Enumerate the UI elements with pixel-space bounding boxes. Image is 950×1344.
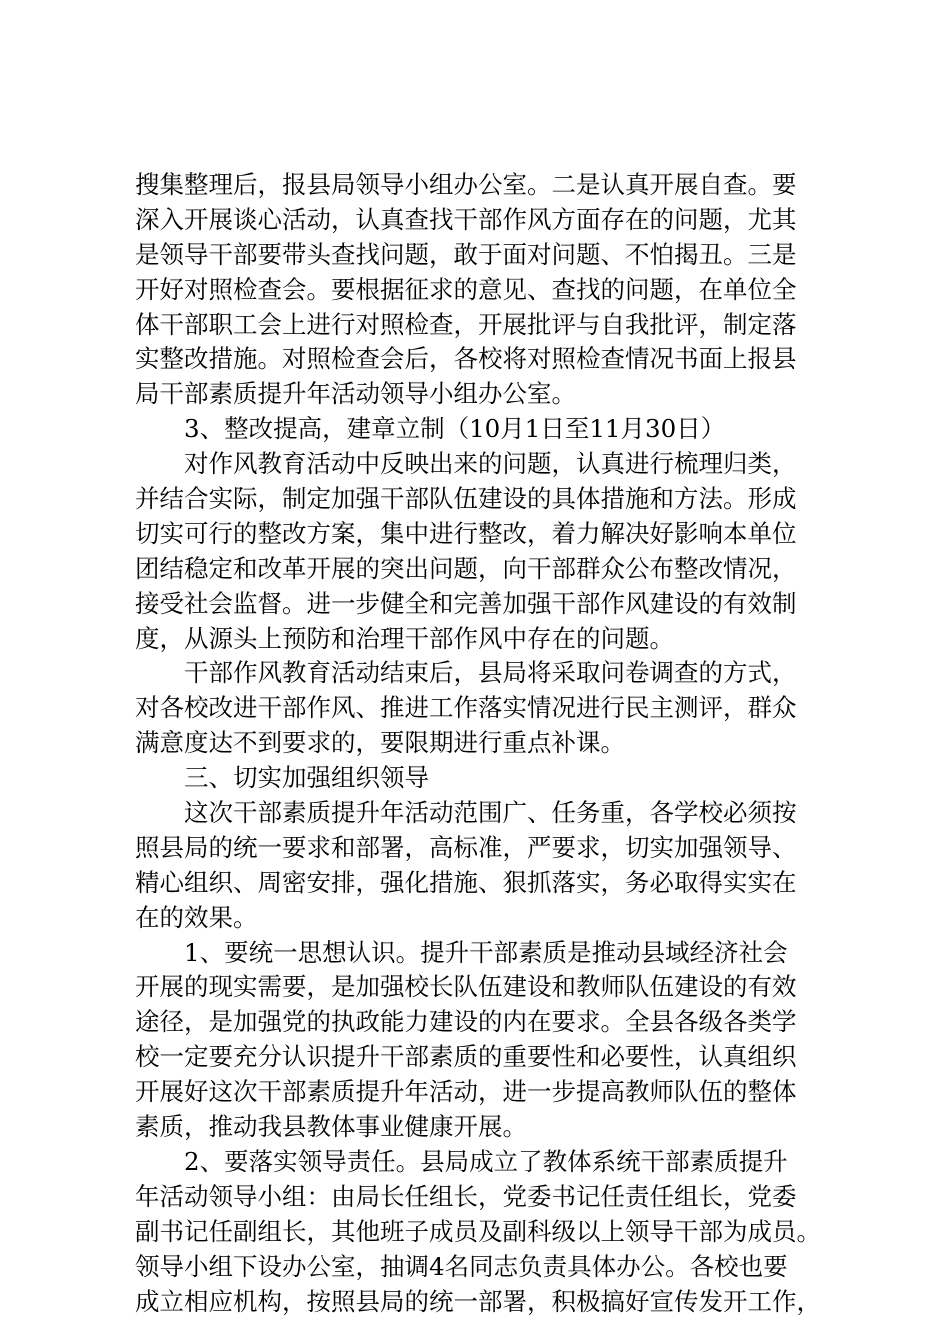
text-line: 在的效果。 bbox=[135, 902, 258, 932]
text-line: 开展好这次干部素质提升年活动，进一步提高教师队伍的整体 bbox=[135, 1077, 797, 1107]
text-line: 副书记任副组长，其他班子成员及副科级以上领导干部为成员。 bbox=[135, 1216, 821, 1246]
text-line: 2、要落实领导责任。县局成立了教体系统干部素质提升 bbox=[135, 1146, 788, 1176]
text-line: 对作风教育活动中反映出来的问题，认真进行梳理归类， bbox=[135, 449, 797, 479]
section-heading-organization: 三、切实加强组织领导 bbox=[135, 763, 429, 793]
text-line: 途径，是加强党的执政能力建设的内在要求。全县各级各类学 bbox=[135, 1007, 797, 1037]
text-line: 是领导干部要带头查找问题，敢于面对问题、不怕揭丑。三是 bbox=[135, 239, 797, 269]
text-line: 度，从源头上预防和治理干部作风中存在的问题。 bbox=[135, 623, 674, 653]
text-line: 并结合实际，制定加强干部队伍建设的具体措施和方法。形成 bbox=[135, 484, 797, 514]
text-line: 精心组织、周密安排，强化措施、狠抓落实，务必取得实实在 bbox=[135, 867, 797, 897]
text-line: 满意度达不到要求的，要限期进行重点补课。 bbox=[135, 728, 625, 758]
text-line: 校一定要充分认识提升干部素质的重要性和必要性，认真组织 bbox=[135, 1042, 797, 1072]
text-line: 开展的现实需要，是加强校长队伍建设和教师队伍建设的有效 bbox=[135, 972, 797, 1002]
text-line: 对各校改进干部作风、推进工作落实情况进行民主测评，群众 bbox=[135, 693, 797, 723]
document-body bbox=[135, 168, 825, 1319]
text-line: 团结稳定和改革开展的突出问题，向干部群众公布整改情况， bbox=[135, 553, 797, 583]
text-line: 开好对照检查会。要根据征求的意见、查找的问题，在单位全 bbox=[135, 274, 797, 304]
text-line: 切实可行的整改方案，集中进行整改，着力解决好影响本单位 bbox=[135, 518, 797, 548]
text-line: 这次干部素质提升年活动范围广、任务重，各学校必须按 bbox=[135, 798, 797, 828]
text-line: 局干部素质提升年活动领导小组办公室。 bbox=[135, 379, 576, 409]
text-line: 年活动领导小组：由局长任组长，党委书记任责任组长，党委 bbox=[135, 1181, 797, 1211]
text-line: 领导小组下设办公室，抽调4名同志负责具体办公。各校也要 bbox=[135, 1251, 788, 1281]
text-line: 干部作风教育活动结束后，县局将采取问卷调查的方式， bbox=[135, 658, 797, 688]
section-heading-rectification: 3、整改提高，建章立制（10月1日至11月30日） bbox=[135, 414, 726, 444]
text-line: 接受社会监督。进一步健全和完善加强干部作风建设的有效制 bbox=[135, 588, 797, 618]
text-line: 素质，推动我县教体事业健康开展。 bbox=[135, 1112, 527, 1142]
text-line: 体干部职工会上进行对照检查，开展批评与自我批评，制定落 bbox=[135, 309, 797, 339]
text-line: 1、要统一思想认识。提升干部素质是推动县域经济社会 bbox=[135, 937, 788, 967]
text-line: 照县局的统一要求和部署，高标准，严要求，切实加强领导、 bbox=[135, 832, 797, 862]
text-line: 成立相应机构，按照县局的统一部署，积极搞好宣传发开工作， bbox=[135, 1286, 821, 1316]
text-line: 搜集整理后，报县局领导小组办公室。二是认真开展自查。要 bbox=[135, 170, 797, 199]
text-line: 实整改措施。对照检查会后，各校将对照检查情况书面上报县 bbox=[135, 344, 797, 374]
text-line: 深入开展谈心活动，认真查找干部作风方面存在的问题，尤其 bbox=[135, 204, 797, 234]
